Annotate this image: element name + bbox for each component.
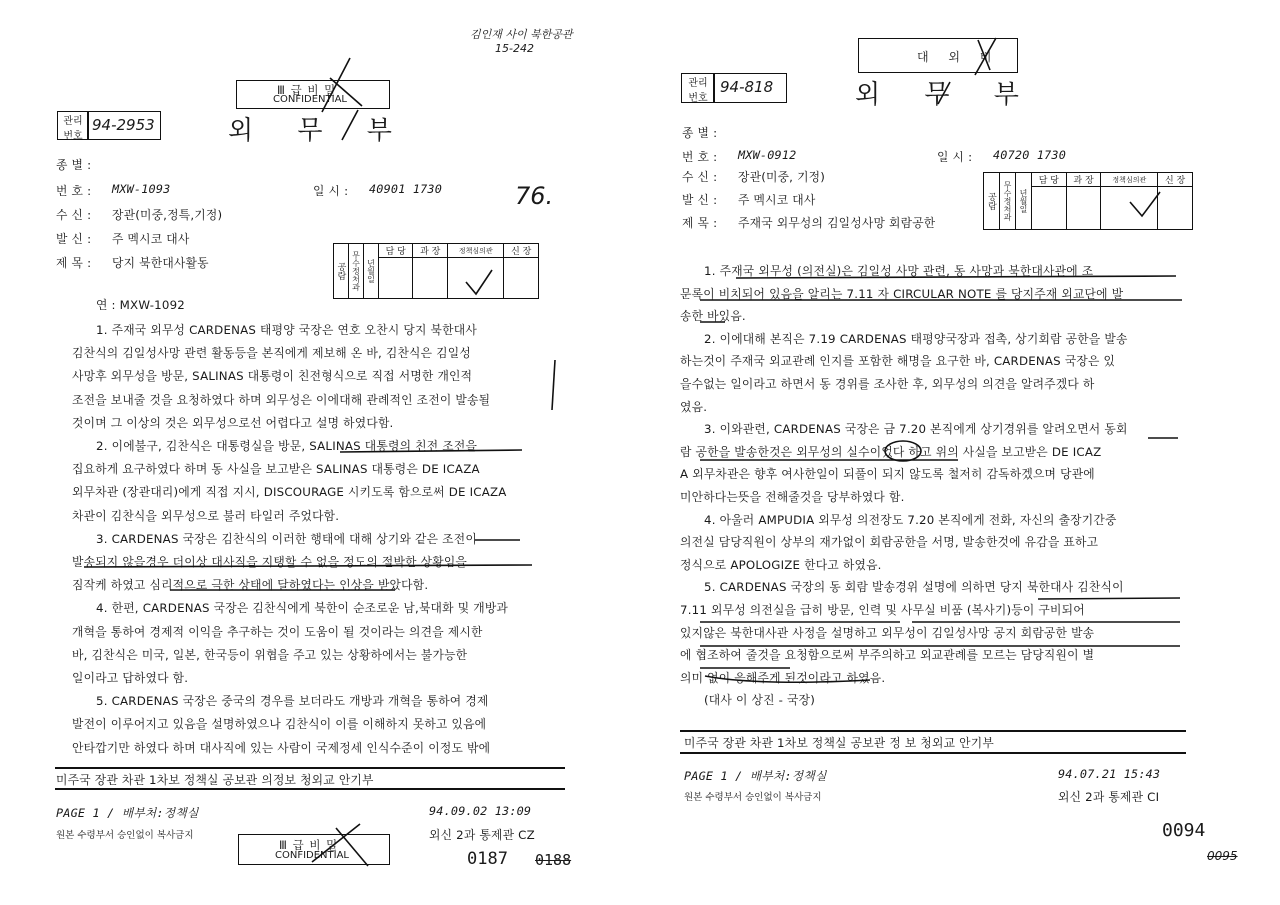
divider <box>680 730 1186 732</box>
recipient-label: 수 신 : <box>682 170 718 184</box>
approval-side: 공람 <box>984 173 1000 230</box>
body-line: 4. 아울러 AMPUDIA 외무성 의전장도 7.20 본직에게 전화, 자신의 출장기간중 <box>704 512 1117 527</box>
mgmt-number: 94-2953 <box>92 116 155 134</box>
classification-label: CONFIDENTIAL <box>275 850 350 861</box>
page-number-crossed: 0188 <box>535 851 572 869</box>
approval-header: 과 장 <box>413 244 447 258</box>
body-line: 1. 주재국 외무성 CARDENAS 태평양 국장은 연호 오찬시 당지 북한대사 <box>96 323 477 337</box>
underline <box>1038 598 1180 599</box>
recipient-label: 수 신 : <box>56 208 92 222</box>
body-line: 3. CARDENAS 국장은 김찬식의 이러한 행태에 대해 상기와 같은 조전이 <box>96 531 477 546</box>
subject-value: 주재국 외무성의 김일성사망 회람공한 <box>738 216 936 230</box>
body-line: 바, 김찬식은 미국, 일본, 한국등이 위협을 주고 있는 상황하에서는 불가능한 <box>72 647 468 662</box>
print-time: 94.07.21 15:43 <box>1058 767 1161 781</box>
mgmt-number-box <box>87 111 161 140</box>
handwritten-mark: 76. <box>515 182 554 210</box>
body-line: 개혁을 통하여 경제적 이익을 추구하는 것이 도움이 될 것이라는 의견을 제시한 <box>72 624 483 639</box>
approval-table <box>983 172 1193 230</box>
page-number: 0094 <box>1162 820 1206 841</box>
margin-mark <box>552 360 555 410</box>
subject-label: 제 목 : <box>56 256 92 270</box>
body-line: 7.11 외무성 의전실을 급히 방문, 인력 및 사무실 비품 (복사기)등이 구비되어 <box>680 603 1085 617</box>
mgmt-label <box>57 111 89 140</box>
classification-label: CONFIDENTIAL <box>273 94 348 105</box>
divider <box>55 767 565 769</box>
approval-col1: 무수정처과 <box>349 244 364 299</box>
approval-header: 신 장 <box>504 244 539 258</box>
handwritten-note-2: 15-242 <box>495 42 534 55</box>
body-line: 집요하게 요구하였다 하며 동 사실을 보고받은 SALINAS 대통령은 DE ICAZA <box>72 462 480 477</box>
body-line: 미안하다는뜻을 전해줄것을 당부하였다 함. <box>680 490 905 504</box>
body-line: 발전이 이루어지고 있음을 설명하였으나 김찬식이 이를 이해하지 못하고 있음에 <box>72 717 487 732</box>
page-number: 0187 <box>467 849 508 869</box>
approval-side: 공람 <box>334 244 349 299</box>
subject-value: 당지 북한대사활동 <box>112 256 209 270</box>
approval-header: 정책심의관 <box>447 244 504 258</box>
body-line: 차관이 김찬식을 외무성으로 불러 타일러 주었다함. <box>72 508 340 523</box>
classification-grade: 대 외 비 <box>917 50 1000 64</box>
classification-stamp <box>858 38 1018 73</box>
number-value: MXW-1093 <box>112 182 171 196</box>
body-line: A 외무차관은 향후 여사한일이 되풀이 되지 않도록 철저히 감독하겠으며 당관에 <box>680 467 1095 482</box>
mgmt-label <box>681 73 715 103</box>
sender-value: 주 멕시코 대사 <box>738 193 816 207</box>
approval-col2: 년월일 <box>1016 173 1032 230</box>
ministry-title: 외 무 부 <box>855 80 1037 110</box>
recipient-value: 장관(미중,정특,기정) <box>112 208 223 222</box>
approval-check-cell <box>447 258 504 299</box>
body-line: 사망후 외무성을 방문, SALINAS 대통령이 친전형식으로 직접 서명한 개인적 <box>72 369 473 384</box>
body-line: 문록이 비치되어 있음을 알리는 7.11 자 CIRCULAR NOTE 를 당지주재 외교단에 발 <box>680 286 1124 301</box>
body-line: 5. CARDENAS 국장의 동 회람 발송경위 설명에 의하면 당지 북한대사 김찬식이 <box>704 580 1124 595</box>
body-line: 2. 이에대해 본직은 7.19 CARDENAS 태평양국장과 접촉, 상기회람 공한을 발송 <box>704 331 1128 346</box>
approval-check-cell <box>1101 187 1158 230</box>
body-line: 하는것이 주재국 외교관례 인지를 포함한 해명을 요구한 바, CARDENAS 국장은 있 <box>680 354 1116 369</box>
handwritten-note: 김인재 사이 북한공관 <box>470 28 573 41</box>
mgmt-label-a: 관리 <box>63 116 83 127</box>
print-time: 94.09.02 13:09 <box>429 804 532 818</box>
body-line: 짐작케 하였고 심리적으로 극한 상태에 달하였다는 인상을 받았다함. <box>72 578 429 593</box>
body-line: 였음. <box>680 399 708 414</box>
body-line: 의미 없이 응해주게 된것이라고 하였음. <box>680 670 886 685</box>
sender-label: 발 신 : <box>682 193 718 207</box>
body-line: 조전을 보내줄 것을 요청하였다 하며 외무성은 이에대해 관례적인 조전이 발송될 <box>72 392 491 407</box>
ministry-title: 외 무 부 <box>228 116 410 146</box>
number-label: 번 호 : <box>56 184 92 198</box>
page-info: PAGE 1 / 배부처:정책실 <box>56 806 199 820</box>
mgmt-label-b: 번호 <box>688 93 708 104</box>
divider <box>55 788 565 790</box>
body-line: 의전실 담당직원이 상부의 재가없이 회람공한을 서명, 발송한것에 유감을 표하고 <box>680 535 1099 550</box>
body-line: 람 공한을 발송한것은 외무성의 실수이었다 하고 위의 사실을 보고받은 DE ICAZ <box>680 444 1102 459</box>
type-label: 종 별 : <box>682 126 718 140</box>
body-line: 김찬식의 김일성사망 관련 활동등을 본직에게 제보해 온 바, 김찬식은 김일성 <box>72 346 471 361</box>
office-line: 외신 2과 통제관 CI <box>1058 790 1160 804</box>
approval-header: 정책심의관 <box>1101 173 1158 187</box>
sender-value: 주 멕시코 대사 <box>112 232 190 246</box>
sender-label: 발 신 : <box>56 232 92 246</box>
body-line: 안타깝기만 하였다 하며 대사직에 있는 사람이 국제정세 인식수준이 이정도 밖에 <box>72 740 491 755</box>
classification-stamp-bottom <box>238 834 390 865</box>
reference-line: 연 : MXW-1092 <box>96 298 185 312</box>
body-line: 2. 이에불구, 김찬식은 대통령실을 방문, SALINAS 대통령의 친전 조전을 <box>96 439 478 453</box>
type-label: 종 별 : <box>56 158 92 172</box>
classification-stamp <box>236 80 390 109</box>
approval-header: 담 당 <box>1032 173 1067 187</box>
subject-label: 제 목 : <box>682 216 718 230</box>
body-line: (대사 이 상진 - 국장) <box>704 693 816 708</box>
body-line: 정식으로 APOLOGIZE 한다고 하였음. <box>680 557 882 572</box>
mgmt-label-a: 관리 <box>688 78 708 89</box>
body-line: 것이며 그 이상의 것은 외무성으로선 어렵다고 설명 하였다함. <box>72 415 394 430</box>
number-label: 번 호 : <box>682 150 718 164</box>
copy-warning: 원본 수령부서 승인없이 복사금지 <box>684 792 822 803</box>
body-line: 송한 바있음. <box>680 309 746 324</box>
classification-grade: Ⅲ 급 비 밀 <box>277 83 337 97</box>
body-line: 있지않은 북한대사관 사정을 설명하고 외무성이 김일성사망 공지 회람공한 발송 <box>680 625 1095 640</box>
office-line: 외신 2과 통제관 CZ <box>429 828 535 842</box>
approval-table <box>333 243 539 299</box>
date-value: 40720 1730 <box>993 148 1067 162</box>
date-label: 일 시 : <box>313 184 349 198</box>
approval-col1: 무수정처과 <box>1000 173 1016 230</box>
mgmt-label-b: 번호 <box>63 131 83 142</box>
mgmt-number: 94-818 <box>720 78 774 96</box>
copy-warning: 원본 수령부서 승인없이 복사금지 <box>56 830 194 841</box>
body-line: 에 협조하여 줄것을 요청함으로써 부주의하고 외교관례를 모르는 담당직원이 별 <box>680 648 1095 663</box>
body-line: 4. 한편, CARDENAS 국장은 김찬식에게 북한이 순조로운 남,북대화 및 개방과 <box>96 601 509 616</box>
classification-grade: Ⅲ 급 비 밀 <box>279 838 339 852</box>
body-line: 일이라고 답하였다 함. <box>72 671 189 685</box>
page-info: PAGE 1 / 배부처:정책실 <box>684 769 827 783</box>
number-value: MXW-0912 <box>738 148 797 162</box>
distribution-line: 미주국 장관 차관 1차보 정책실 공보관 정 보 청외교 안기부 <box>684 736 994 750</box>
body-line: 발송되지 않을경우 더이상 대사직을 지탱할 수 없을 정도의 절박한 상황임을 <box>72 555 468 569</box>
mgmt-number-box <box>713 73 787 103</box>
approval-header: 과 장 <box>1066 173 1101 187</box>
handwritten-page-number: 0095 <box>1207 849 1238 863</box>
date-value: 40901 1730 <box>369 182 443 196</box>
approval-header: 담 당 <box>379 244 413 258</box>
body-line: 5. CARDENAS 국장은 중국의 경우를 보더라도 개방과 개혁을 통하여 경제 <box>96 694 489 709</box>
body-line: 외무차관 (장관대리)에게 직접 지시, DISCOURAGE 시키도록 함으로써 DE ICAZA <box>72 485 507 500</box>
approval-col2: 년월일 <box>364 244 379 299</box>
body-line: 을수없는 일이라고 하면서 동 경위를 조사한 후, 외무성의 의견을 알려주겠다 하 <box>680 377 1095 391</box>
divider <box>680 752 1186 754</box>
approval-header: 신 장 <box>1158 173 1193 187</box>
date-label: 일 시 : <box>937 150 973 164</box>
body-line: 3. 이와관련, CARDENAS 국장은 금 7.20 본직에게 상기경위를 알려오면서 동회 <box>704 422 1128 437</box>
distribution-line: 미주국 장관 차관 1차보 정책실 공보관 의정보 청외교 안기부 <box>56 773 374 787</box>
recipient-value: 장관(미중, 기정) <box>738 170 826 184</box>
body-line: 1. 주재국 외무성 (의전실)은 김일성 사망 관련, 동 사망과 북한대사관에 조 <box>704 264 1094 278</box>
